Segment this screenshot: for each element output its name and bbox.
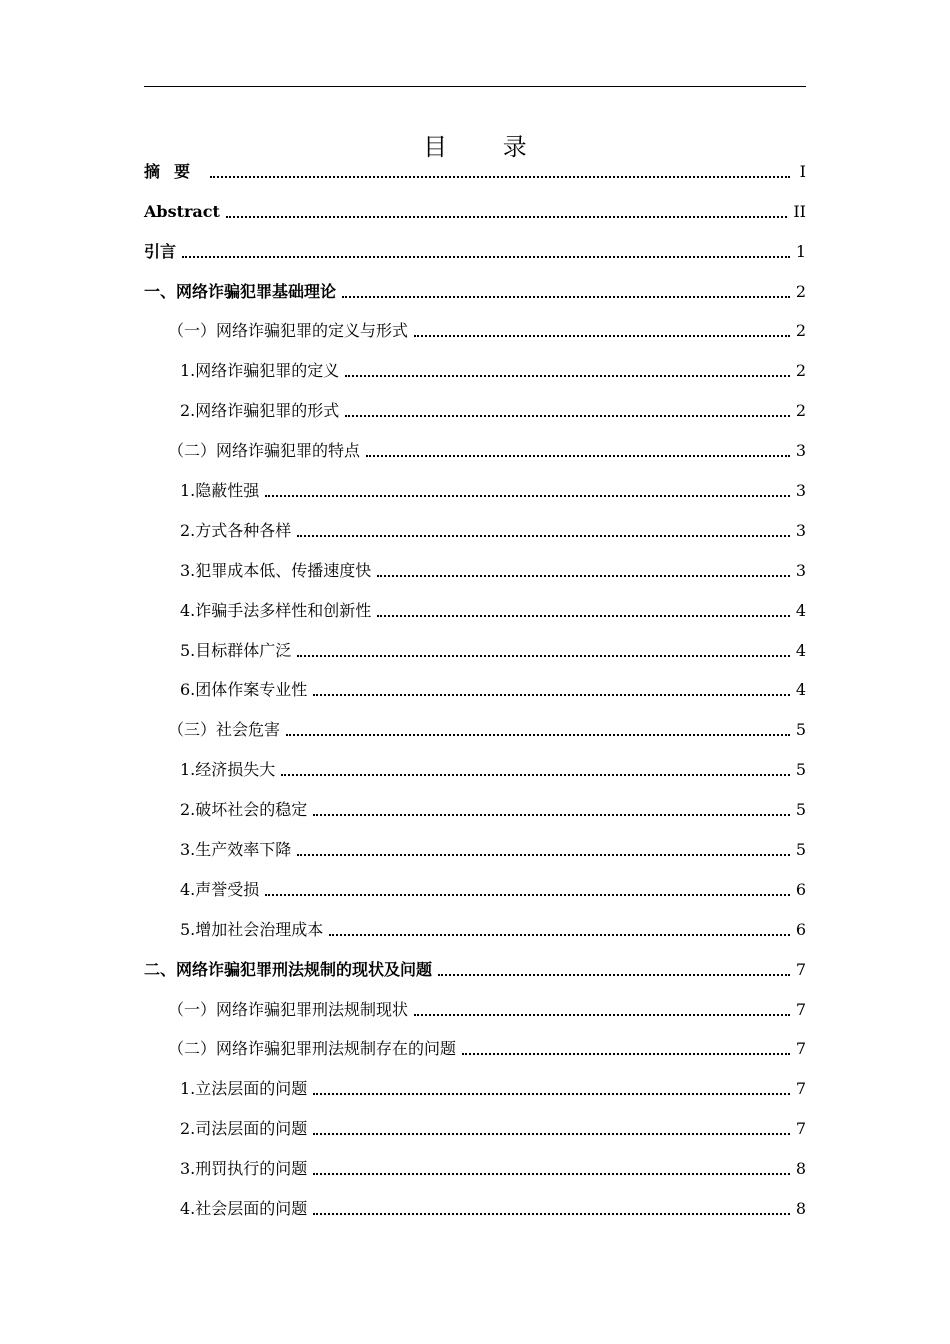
dot-leader [313, 1213, 790, 1215]
dot-leader [313, 1093, 790, 1095]
toc-entry-label: Abstract [144, 201, 220, 221]
toc-entry-page-number: 5 [795, 840, 806, 860]
table-of-contents [144, 150, 806, 1227]
toc-entry-label: （二）网络诈骗犯罪刑法规制存在的问题 [168, 1039, 457, 1059]
toc-entry[interactable] [144, 828, 806, 868]
toc-entry-page-number: 3 [795, 481, 806, 501]
toc-entry[interactable] [144, 868, 806, 908]
toc-entry-page-number: 6 [795, 879, 806, 899]
dot-leader [342, 296, 790, 298]
toc-entry-label: 5.增加社会治理成本 [180, 919, 324, 939]
toc-entry[interactable] [144, 310, 806, 350]
toc-entry-label: 1.立法层面的问题 [180, 1079, 308, 1099]
dot-leader [329, 934, 790, 936]
dot-leader [414, 1014, 790, 1016]
toc-entry-label: 一、网络诈骗犯罪基础理论 [144, 281, 337, 301]
toc-entry[interactable] [144, 748, 806, 788]
toc-entry-page-number: I [799, 161, 806, 181]
toc-entry[interactable] [144, 1028, 806, 1068]
dot-leader [297, 655, 790, 657]
toc-entry[interactable] [144, 270, 806, 310]
dot-leader [210, 176, 790, 178]
dot-leader [281, 774, 790, 776]
toc-entry-page-number: 3 [795, 560, 806, 580]
toc-entry-page-number: II [793, 201, 806, 221]
toc-entry-page-number: 5 [795, 760, 806, 780]
dot-leader [313, 1133, 790, 1135]
dot-leader [462, 1053, 790, 1055]
toc-entry-page-number: 8 [795, 1199, 806, 1219]
toc-entry-label: 3.生产效率下降 [180, 840, 292, 860]
toc-entry[interactable] [144, 190, 806, 230]
toc-entry-label: 3.犯罪成本低、传播速度快 [180, 560, 372, 580]
toc-entry-page-number: 1 [795, 241, 806, 261]
dot-leader [313, 694, 790, 696]
toc-entry-label: （一）网络诈骗犯罪的定义与形式 [168, 321, 409, 341]
dot-leader [226, 216, 787, 218]
toc-entry-label: 1.隐蔽性强 [180, 481, 260, 501]
toc-entry-label: 2.方式各种各样 [180, 520, 292, 540]
toc-entry-page-number: 7 [795, 959, 806, 979]
toc-entry-label: 2.司法层面的问题 [180, 1119, 308, 1139]
toc-entry-page-number: 7 [795, 1079, 806, 1099]
toc-entry-label: （三）社会危害 [168, 720, 281, 740]
toc-entry[interactable] [144, 349, 806, 389]
toc-entry-page-number: 5 [795, 800, 806, 820]
toc-entry-label: 2.破坏社会的稳定 [180, 800, 308, 820]
toc-entry-page-number: 3 [795, 520, 806, 540]
toc-entry[interactable] [144, 708, 806, 748]
dot-leader [438, 974, 790, 976]
dot-leader [414, 335, 790, 337]
toc-entry-page-number: 7 [795, 1119, 806, 1139]
toc-entry-page-number: 2 [795, 401, 806, 421]
toc-entry[interactable] [144, 1107, 806, 1147]
dot-leader [377, 615, 790, 617]
toc-entry[interactable] [144, 150, 806, 190]
toc-entry-page-number: 5 [795, 720, 806, 740]
toc-entry[interactable] [144, 230, 806, 270]
toc-entry-label: 2.网络诈骗犯罪的形式 [180, 401, 340, 421]
toc-entry-page-number: 8 [795, 1159, 806, 1179]
toc-entry-label: （二）网络诈骗犯罪的特点 [168, 441, 361, 461]
toc-entry-label: 引言 [144, 241, 177, 261]
toc-entry[interactable] [144, 509, 806, 549]
dot-leader [265, 894, 790, 896]
toc-entry-page-number: 7 [795, 999, 806, 1019]
dot-leader [297, 854, 790, 856]
toc-entry-label: 4.声誉受损 [180, 879, 260, 899]
toc-entry-label: （一）网络诈骗犯罪刑法规制现状 [168, 999, 409, 1019]
header-rule [144, 86, 806, 87]
toc-entry-label: 5.目标群体广泛 [180, 640, 292, 660]
toc-entry[interactable] [144, 948, 806, 988]
dot-leader [265, 495, 790, 497]
toc-entry[interactable] [144, 389, 806, 429]
toc-entry[interactable] [144, 1187, 806, 1227]
toc-entry-page-number: 4 [795, 680, 806, 700]
toc-entry[interactable] [144, 669, 806, 709]
dot-leader [345, 415, 790, 417]
dot-leader [286, 734, 790, 736]
dot-leader [313, 1173, 790, 1175]
toc-entry-label: 4.诈骗手法多样性和创新性 [180, 600, 372, 620]
dot-leader [345, 375, 790, 377]
toc-entry-page-number: 2 [795, 361, 806, 381]
toc-entry-page-number: 2 [795, 281, 806, 301]
dot-leader [377, 575, 790, 577]
toc-entry-label: 二、网络诈骗犯罪刑法规制的现状及问题 [144, 959, 433, 979]
toc-entry[interactable] [144, 1147, 806, 1187]
dot-leader [297, 535, 790, 537]
toc-entry-page-number: 2 [795, 321, 806, 341]
toc-entry[interactable] [144, 469, 806, 509]
dot-leader [313, 814, 790, 816]
toc-entry[interactable] [144, 589, 806, 629]
toc-entry-page-number: 6 [795, 919, 806, 939]
toc-entry-page-number: 7 [795, 1039, 806, 1059]
toc-entry[interactable] [144, 549, 806, 589]
toc-entry[interactable] [144, 429, 806, 469]
toc-entry[interactable] [144, 988, 806, 1028]
toc-entry-page-number: 4 [795, 640, 806, 660]
toc-entry-label: 摘要 [144, 161, 205, 181]
toc-entry[interactable] [144, 629, 806, 669]
toc-entry-page-number: 3 [795, 441, 806, 461]
toc-title: 目 录 [423, 133, 551, 162]
toc-entry[interactable] [144, 788, 806, 828]
dot-leader [366, 455, 790, 457]
toc-entry-label: 3.刑罚执行的问题 [180, 1159, 308, 1179]
toc-entry-label: 4.社会层面的问题 [180, 1199, 308, 1219]
dot-leader [182, 256, 790, 258]
toc-entry-label: 1.网络诈骗犯罪的定义 [180, 361, 340, 381]
toc-entry[interactable] [144, 908, 806, 948]
toc-entry[interactable] [144, 1067, 806, 1107]
toc-entry-label: 6.团体作案专业性 [180, 680, 308, 700]
toc-entry-label: 1.经济损失大 [180, 760, 276, 780]
toc-entry-page-number: 4 [795, 600, 806, 620]
